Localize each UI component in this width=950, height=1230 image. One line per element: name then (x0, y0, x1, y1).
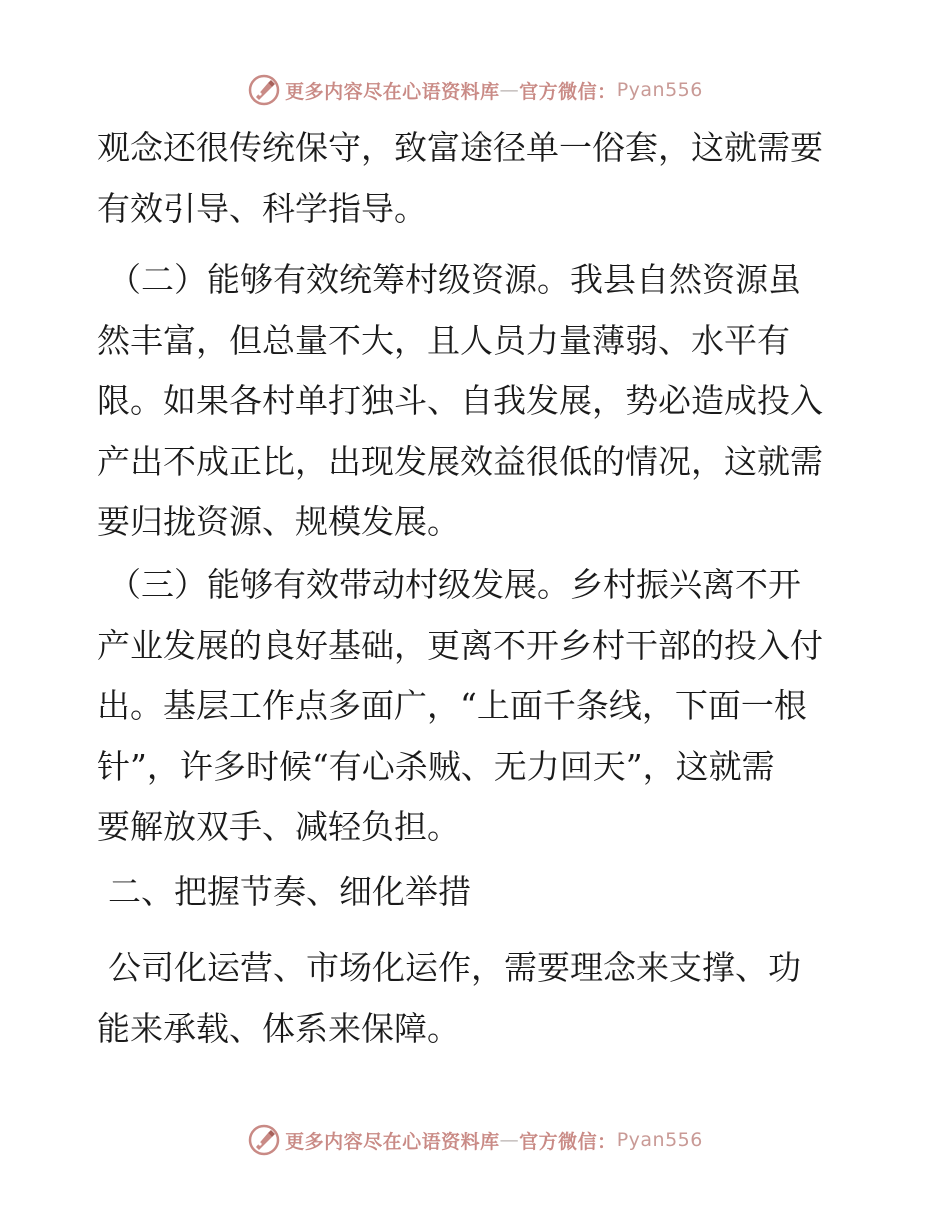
text-line: 要归拢资源、规模发展。 (97, 502, 460, 541)
banner-main-text: 更多内容尽在心语资料库 (285, 1130, 500, 1153)
paragraph-after-heading (108, 938, 868, 999)
text-line: （二）能够有效统筹村级资源。我县自然资源虽 (108, 260, 801, 299)
text-line: 要解放双手、减轻负担。 (97, 807, 460, 846)
text-line: 然丰富，但总量不大，且人员力量薄弱、水平有 (97, 320, 790, 360)
text-line: 针”，许多时候“有心杀贼、无力回天”，这就需 (97, 746, 775, 786)
paragraph-section-three (108, 555, 868, 616)
banner-wechat-id: Pyan556 (616, 79, 703, 101)
header-watermark-banner (0, 70, 950, 110)
text-line: （三）能够有效带动村级发展。乡村振兴离不开 (108, 565, 801, 604)
text-line: 产业发展的良好基础，更离不开乡村干部的投入付 (97, 625, 823, 665)
heading-text: 二、把握节奏、细化举措 (108, 872, 471, 911)
text-line: 限。如果各村单打独斗、自我发展，势必造成投入 (97, 381, 823, 420)
banner-main-text: 更多内容尽在心语资料库 (285, 80, 500, 103)
banner-wechat-label: 官方微信： (519, 80, 617, 103)
paragraph-section-three-body (97, 616, 857, 858)
paragraph-after-heading-body (97, 999, 857, 1060)
banner-wechat-label: 官方微信： (519, 1130, 617, 1153)
text-line: 出。基层工作点多面广，“上面千条线，下面一根 (97, 686, 807, 725)
pen-nib-logo-icon (247, 1123, 281, 1157)
text-line: 有效引导、科学指导。 (97, 188, 427, 228)
paragraph-continuation (97, 118, 857, 239)
banner-dash: — (499, 1129, 520, 1151)
text-line: 观念还很传统保守，致富途径单一俗套，这就需要 (97, 128, 823, 167)
text-line: 公司化运营、市场化运作，需要理念来支撑、功 (108, 948, 801, 987)
banner-dash: — (499, 79, 520, 101)
text-line: 能来承载、体系来保障。 (97, 1008, 460, 1048)
banner-wechat-id: Pyan556 (616, 1129, 703, 1151)
paragraph-section-two-body (97, 311, 857, 553)
text-line: 产出不成正比，出现发展效益很低的情况，这就需 (97, 441, 823, 481)
section-heading (108, 862, 868, 923)
footer-watermark-banner (0, 1120, 950, 1160)
pen-nib-logo-icon (247, 73, 281, 107)
paragraph-section-two (108, 250, 868, 311)
